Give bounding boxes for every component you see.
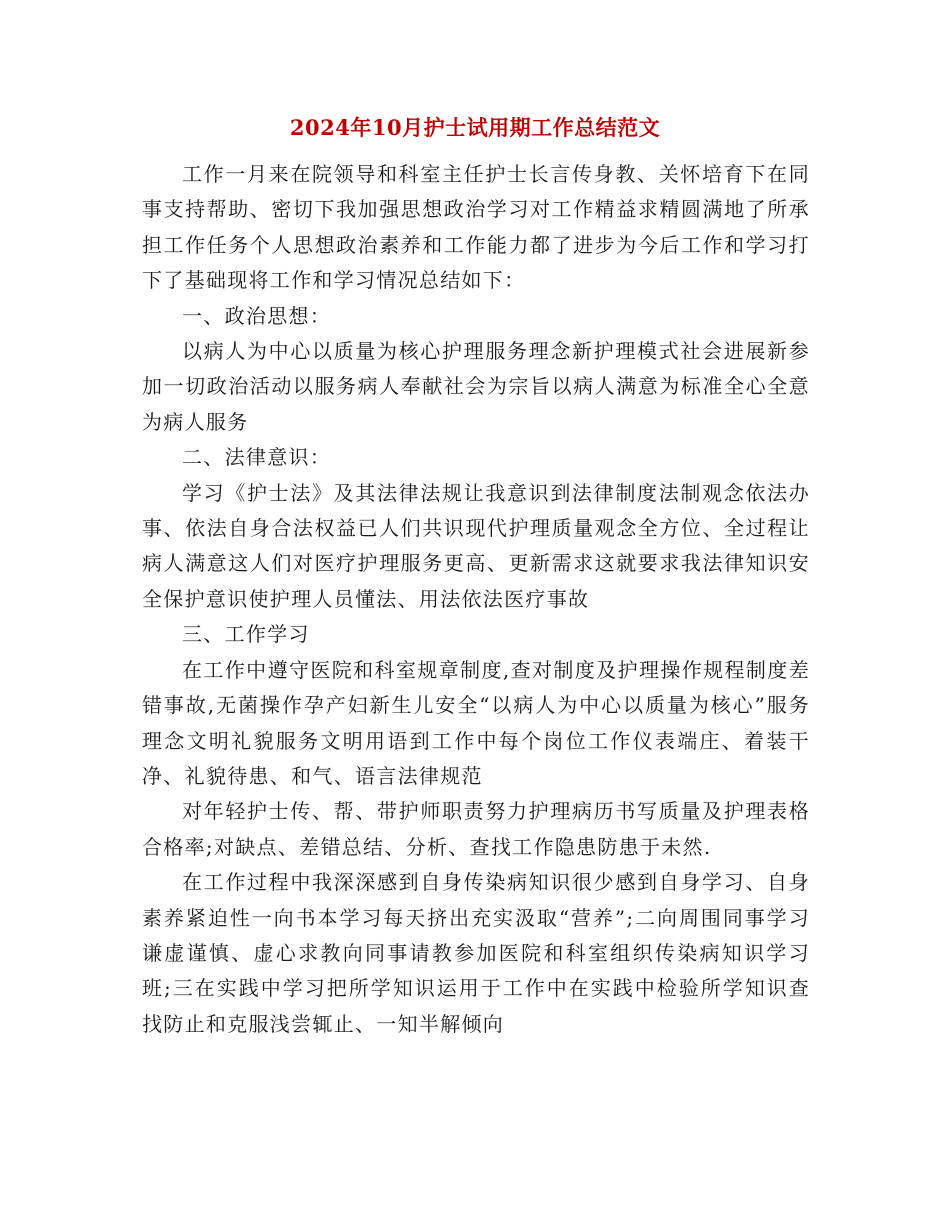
section-heading-work-study: 三、工作学习 xyxy=(182,622,310,647)
paragraph-mentoring: 对年轻护士传、帮、带护师职责努力护理病历书写质量及护理表格合格率;对缺点、差错总结、分析、查找工作隐患防患于未然. xyxy=(142,799,810,859)
document-body xyxy=(142,157,810,1042)
paragraph-learning: 在工作过程中我深深感到自身传染病知识很少感到自身学习、自身素养紧迫性一向书本学习每天挤出充实汲取“营养”;二向周围同事学习谦虚谨慎、虚心求教向同事请教参加医院和科室组织传染病知识学习班;三在实践中学习把所学知识运用于工作中在实践中检验所学知识查找防止和克服浅尝辄止、一知半解倾向 xyxy=(142,870,810,1036)
paragraph-law: 学习《护士法》及其法律法规让我意识到法律制度法制观念依法办事、依法自身合法权益已人们共识现代护理质量观念全方位、全过程让病人满意这人们对医疗护理服务更高、更新需求这就要求我法律知识安全保护意识使护理人员懂法、用法依法医疗事故 xyxy=(142,480,810,611)
paragraph-intro: 工作一月来在院领导和科室主任护士长言传身教、关怀培育下在同事支持帮助、密切下我加强思想政治学习对工作精益求精圆满地了所承担工作任务个人思想政治素养和工作能力都了进步为今后工作和学习打下了基础现将工作和学习情况总结如下： xyxy=(142,162,810,293)
paragraph-work-rules: 在工作中遵守医院和科室规章制度,查对制度及护理操作规程制度差错事故,无菌操作孕产妇新生儿安全“以病人为中心以质量为核心”服务理念文明礼貌服务文明用语到工作中每个岗位工作仪表端庄、着装干净、礼貌待患、和气、语言法律规范 xyxy=(142,657,810,788)
paragraph-politics: 以病人为中心以质量为核心护理服务理念新护理模式社会进展新参加一切政治活动以服务病人奉献社会为宗旨以病人满意为标准全心全意为病人服务 xyxy=(142,339,810,434)
document-title: 2024年10月护士试用期工作总结范文 xyxy=(289,115,661,140)
section-heading-politics: 一、政治思想： xyxy=(182,303,332,328)
section-heading-law: 二、法律意识： xyxy=(182,445,332,470)
